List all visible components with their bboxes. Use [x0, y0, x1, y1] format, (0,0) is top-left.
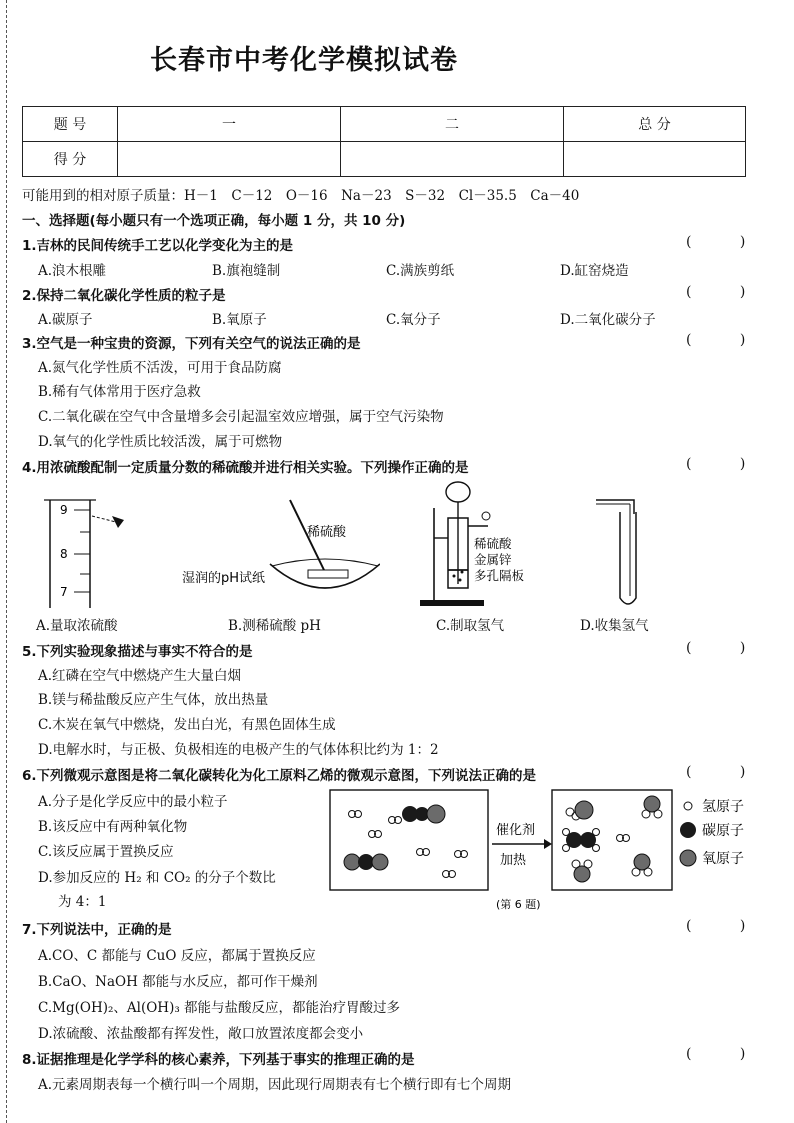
q2-option-b: B.氧原子	[212, 312, 267, 328]
q3-stem: 3.空气是一种宝贵的资源，下列有关空气的说法正确的是	[22, 336, 361, 352]
q6-option-d-line2: 为 4：1	[58, 894, 107, 910]
q4-figure-d-test-tube	[590, 492, 660, 612]
score-row-label: 得 分	[23, 142, 118, 177]
fig-c-zinc-label: 金属锌	[474, 552, 512, 567]
q6-caption: (第 6 题)	[496, 898, 541, 911]
q3-option-b: B.稀有气体常用于医疗急救	[38, 384, 201, 400]
q4-stem: 4.用浓硫酸配制一定质量分数的稀硫酸并进行相关实验。下列操作正确的是	[22, 460, 469, 476]
page-title: 长春市中考化学模拟试卷	[150, 45, 458, 76]
q3-option-a: A.氮气化学性质不活泼，可用于食品防腐	[38, 360, 282, 376]
q4-figure-b-ph-test	[180, 492, 380, 610]
legend-carbon-label: 碳原子	[702, 823, 744, 839]
q5-option-a: A.红磷在空气中燃烧产生大量白烟	[38, 668, 242, 684]
fig-b-paper-label: 湿润的pH试纸	[182, 571, 266, 586]
q1-option-d: D.缸窑烧造	[560, 263, 629, 279]
q5-option-b: B.镁与稀盐酸反应产生气体，放出热量	[38, 692, 269, 708]
q7-answer-paren[interactable]: ( )	[686, 918, 768, 934]
q8-answer-paren[interactable]: ( )	[686, 1046, 768, 1062]
q4-answer-paren[interactable]: ( )	[686, 456, 768, 472]
q2-option-c: C.氧分子	[386, 312, 441, 328]
q3-answer-paren[interactable]: ( )	[686, 332, 768, 348]
score-table	[22, 106, 746, 177]
q8-stem: 8.证据推理是化学学科的核心素养，下列基于事实的推理正确的是	[22, 1052, 415, 1068]
legend-oxygen-icon	[680, 850, 696, 866]
score-header-number: 题 号	[23, 107, 118, 142]
q2-option-d: D.二氧化碳分子	[560, 312, 656, 328]
q6-option-b: B.该反应中有两种氧化物	[38, 819, 188, 835]
q7-option-d: D.浓硫酸、浓盐酸都有挥发性，敞口放置浓度都会变小	[38, 1026, 364, 1042]
q4-option-a: A.量取浓硫酸	[36, 618, 118, 634]
q6-micro-diagram	[326, 784, 766, 914]
cyl-tick-9: 9	[60, 503, 68, 517]
q6-heat-label: 加热	[500, 853, 527, 868]
q4-option-d: D.收集氢气	[580, 618, 649, 634]
q4-figure-a-cylinder	[30, 492, 130, 612]
score-cell-total[interactable]	[564, 142, 746, 177]
legend-hydrogen-icon	[684, 802, 692, 810]
legend-hydrogen-label: 氢原子	[702, 799, 744, 815]
q2-stem: 2.保持二氧化碳化学性质的粒子是	[22, 288, 226, 304]
legend-carbon-icon	[680, 822, 696, 838]
score-cell-part2[interactable]	[341, 142, 564, 177]
q1-stem: 1.吉林的民间传统手工艺以化学变化为主的是	[22, 238, 294, 254]
q6-option-c: C.该反应属于置换反应	[38, 844, 174, 860]
fig-b-acid-label: 稀硫酸	[307, 525, 347, 540]
legend-oxygen-label: 氧原子	[702, 851, 744, 867]
q5-option-d: D.电解水时，与正极、负极相连的电极产生的气体体积比约为 1：2	[38, 742, 439, 758]
q4-option-c: C.制取氢气	[436, 618, 505, 634]
q6-answer-paren[interactable]: ( )	[686, 764, 768, 780]
q2-option-a: A.碳原子	[38, 312, 93, 328]
q8-option-a: A.元素周期表每一个横行叫一个周期，因此现行周期表有七个横行即有七个周期	[38, 1077, 512, 1093]
binding-line	[6, 0, 7, 1123]
score-header-part2: 二	[341, 107, 564, 142]
cyl-tick-7: 7	[60, 585, 68, 599]
q5-option-c: C.木炭在氧气中燃烧，发出白光，有黑色固体生成	[38, 717, 336, 733]
q6-option-d-line1: D.参加反应的 H₂ 和 CO₂ 的分子个数比	[38, 870, 276, 886]
atomic-masses: 可能用到的相对原子质量：H－1 C－12 O－16 Na－23 S－32 Cl－35.5 Ca－40	[22, 188, 580, 204]
fig-c-acid-label: 稀硫酸	[474, 536, 512, 551]
q2-answer-paren[interactable]: ( )	[686, 284, 768, 300]
q1-option-b: B.旗袍缝制	[212, 263, 281, 279]
q5-answer-paren[interactable]: ( )	[686, 640, 768, 656]
section-1-heading: 一、选择题(每小题只有一个选项正确，每小题 1 分，共 10 分)	[22, 213, 406, 229]
q6-catalyst-label: 催化剂	[496, 823, 536, 838]
q6-stem: 6.下列微观示意图是将二氧化碳转化为化工原料乙烯的微观示意图，下列说法正确的是	[22, 768, 537, 784]
q7-option-a: A.CO、C 都能与 CuO 反应，都属于置换反应	[38, 948, 316, 964]
q7-option-b: B.CaO、NaOH 都能与水反应，都可作干燥剂	[38, 974, 318, 990]
score-header-total: 总 分	[564, 107, 746, 142]
q7-stem: 7.下列说法中，正确的是	[22, 922, 172, 938]
fig-c-plate-label: 多孔隔板	[474, 568, 525, 583]
q5-stem: 5.下列实验现象描述与事实不符合的是	[22, 644, 253, 660]
q7-option-c: C.Mg(OH)₂、Al(OH)₃ 都能与盐酸反应，都能治疗胃酸过多	[38, 1000, 401, 1016]
q1-option-c: C.满族剪纸	[386, 263, 455, 279]
score-cell-part1[interactable]	[118, 142, 341, 177]
q4-option-b: B.测稀硫酸 pH	[228, 618, 321, 634]
q6-option-a: A.分子是化学反应中的最小粒子	[38, 794, 228, 810]
q1-answer-paren[interactable]: ( )	[686, 234, 768, 250]
cyl-tick-8: 8	[60, 547, 68, 561]
q3-option-c: C.二氧化碳在空气中含量增多会引起温室效应增强，属于空气污染物	[38, 409, 444, 425]
q3-option-d: D.氧气的化学性质比较活泼，属于可燃物	[38, 434, 283, 450]
score-header-part1: 一	[118, 107, 341, 142]
q1-option-a: A.浪木根雕	[38, 263, 107, 279]
q4-figure-c-generator	[418, 478, 548, 610]
